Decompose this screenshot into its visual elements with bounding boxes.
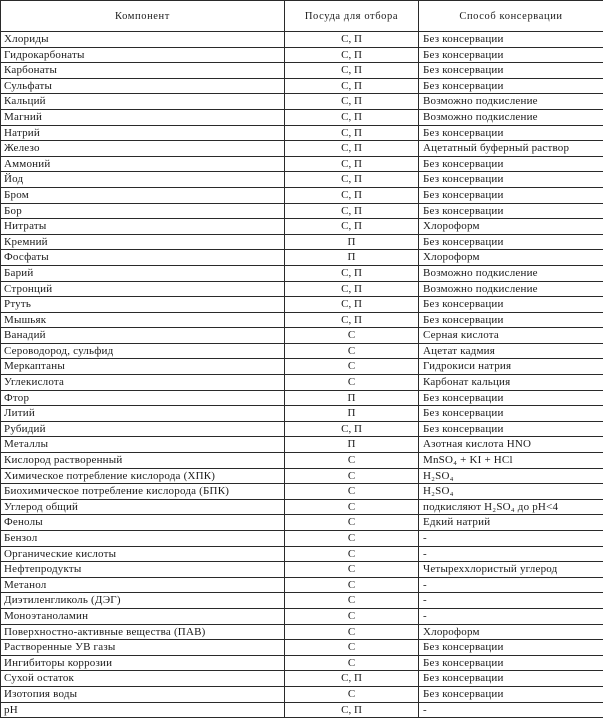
- vessel-cell: С, П: [285, 94, 419, 110]
- method-cell: Без консервации: [419, 406, 603, 422]
- header-conservation: Способ консервации: [419, 1, 603, 32]
- header-selection: Посуда для отбора: [285, 1, 419, 32]
- method-cell: Без консервации: [419, 390, 603, 406]
- component-cell: Растворенные УВ газы: [1, 640, 285, 656]
- table-header: [1, 1, 603, 32]
- vessel-cell: С: [285, 608, 419, 624]
- method-cell: Хлороформ: [419, 624, 603, 640]
- component-cell: Карбонаты: [1, 63, 285, 79]
- vessel-cell: С: [285, 328, 419, 344]
- table-row: [1, 686, 603, 702]
- table-row: [1, 250, 603, 266]
- table-row: [1, 203, 603, 219]
- component-cell: Углекислота: [1, 375, 285, 391]
- vessel-cell: С, П: [285, 671, 419, 687]
- table-row: [1, 562, 603, 578]
- method-cell: Без консервации: [419, 234, 603, 250]
- component-cell: Углерод общий: [1, 499, 285, 515]
- table-row: [1, 234, 603, 250]
- component-cell: Ртуть: [1, 297, 285, 313]
- table-row: [1, 702, 603, 718]
- method-cell: Возможно подкисление: [419, 109, 603, 125]
- component-cell: Фосфаты: [1, 250, 285, 266]
- vessel-cell: С: [285, 375, 419, 391]
- vessel-cell: С: [285, 484, 419, 500]
- table-row: [1, 593, 603, 609]
- component-cell: Рубидий: [1, 421, 285, 437]
- vessel-cell: С: [285, 546, 419, 562]
- method-cell: Без консервации: [419, 187, 603, 203]
- component-cell: Диэтиленгликоль (ДЭГ): [1, 593, 285, 609]
- table-row: [1, 546, 603, 562]
- component-cell: Кремний: [1, 234, 285, 250]
- component-cell: Магний: [1, 109, 285, 125]
- vessel-cell: С, П: [285, 78, 419, 94]
- vessel-cell: С, П: [285, 63, 419, 79]
- method-cell: Без консервации: [419, 203, 603, 219]
- method-cell: Без консервации: [419, 63, 603, 79]
- vessel-cell: С, П: [285, 219, 419, 235]
- vessel-cell: С: [285, 359, 419, 375]
- method-cell: -: [419, 608, 603, 624]
- component-cell: Хлориды: [1, 32, 285, 48]
- method-cell: Четыреххлористый углерод: [419, 562, 603, 578]
- vessel-cell: С: [285, 499, 419, 515]
- method-cell: Без консервации: [419, 640, 603, 656]
- component-cell: Кальций: [1, 94, 285, 110]
- method-cell: H₂SO₄: [419, 484, 603, 500]
- table-row: [1, 141, 603, 157]
- table-row: [1, 312, 603, 328]
- table-row: [1, 94, 603, 110]
- method-cell: Без консервации: [419, 686, 603, 702]
- method-cell: Серная кислота: [419, 328, 603, 344]
- vessel-cell: С: [285, 686, 419, 702]
- method-cell: -: [419, 702, 603, 718]
- vessel-cell: С: [285, 577, 419, 593]
- table-row: [1, 421, 603, 437]
- vessel-cell: С, П: [285, 125, 419, 141]
- method-cell: Без консервации: [419, 32, 603, 48]
- vessel-cell: С, П: [285, 702, 419, 718]
- component-cell: Биохимическое потребление кислорода (БПК): [1, 484, 285, 500]
- method-cell: Карбонат кальция: [419, 375, 603, 391]
- table-row: [1, 281, 603, 297]
- table-row: [1, 531, 603, 547]
- component-cell: Поверхностно-активные вещества (ПАВ): [1, 624, 285, 640]
- component-cell: Бор: [1, 203, 285, 219]
- vessel-cell: С, П: [285, 156, 419, 172]
- table-row: [1, 655, 603, 671]
- component-cell: Фтор: [1, 390, 285, 406]
- component-cell: Сульфаты: [1, 78, 285, 94]
- vessel-cell: С, П: [285, 421, 419, 437]
- component-cell: Стронций: [1, 281, 285, 297]
- table-row: [1, 577, 603, 593]
- component-cell: Моноэтаноламин: [1, 608, 285, 624]
- table-row: [1, 172, 603, 188]
- vessel-cell: С, П: [285, 281, 419, 297]
- method-cell: Возможно подкисление: [419, 281, 603, 297]
- vessel-cell: С: [285, 453, 419, 469]
- table-row: [1, 406, 603, 422]
- table-row: [1, 390, 603, 406]
- component-cell: Барий: [1, 265, 285, 281]
- method-cell: -: [419, 531, 603, 547]
- component-cell: Натрий: [1, 125, 285, 141]
- method-cell: Без консервации: [419, 312, 603, 328]
- table-row: [1, 453, 603, 469]
- method-cell: Возможно подкисление: [419, 94, 603, 110]
- component-cell: Аммоний: [1, 156, 285, 172]
- component-cell: Меркаптаны: [1, 359, 285, 375]
- table-row: [1, 328, 603, 344]
- table-row: [1, 343, 603, 359]
- component-cell: Нитраты: [1, 219, 285, 235]
- vessel-cell: С: [285, 640, 419, 656]
- method-cell: Без консервации: [419, 125, 603, 141]
- method-cell: подкисляют H₂SO₄ до pH<4: [419, 499, 603, 515]
- method-cell: MnSO₄ + KI + HCl: [419, 453, 603, 469]
- header-row: [1, 1, 603, 32]
- vessel-cell: С, П: [285, 203, 419, 219]
- component-cell: Химическое потребление кислорода (ХПК): [1, 468, 285, 484]
- component-cell: Бром: [1, 187, 285, 203]
- vessel-cell: С: [285, 531, 419, 547]
- method-cell: Хлороформ: [419, 219, 603, 235]
- component-cell: Ингибиторы коррозии: [1, 655, 285, 671]
- method-cell: Едкий натрий: [419, 515, 603, 531]
- table-row: [1, 265, 603, 281]
- method-cell: Ацетат кадмия: [419, 343, 603, 359]
- component-cell: Фенолы: [1, 515, 285, 531]
- table-body: [1, 32, 603, 718]
- table-row: [1, 515, 603, 531]
- component-cell: Органические кислоты: [1, 546, 285, 562]
- vessel-cell: С: [285, 562, 419, 578]
- vessel-cell: П: [285, 390, 419, 406]
- method-cell: Без консервации: [419, 78, 603, 94]
- vessel-cell: С, П: [285, 141, 419, 157]
- component-cell: Металлы: [1, 437, 285, 453]
- method-cell: -: [419, 546, 603, 562]
- table-row: [1, 32, 603, 48]
- vessel-cell: С, П: [285, 172, 419, 188]
- table-row: [1, 608, 603, 624]
- vessel-cell: С: [285, 515, 419, 531]
- table-row: [1, 219, 603, 235]
- vessel-cell: С, П: [285, 32, 419, 48]
- vessel-cell: С: [285, 343, 419, 359]
- table-row: [1, 624, 603, 640]
- component-cell: Ванадий: [1, 328, 285, 344]
- method-cell: Без консервации: [419, 671, 603, 687]
- table-row: [1, 78, 603, 94]
- table-row: [1, 187, 603, 203]
- component-cell: Сухой остаток: [1, 671, 285, 687]
- vessel-cell: П: [285, 406, 419, 422]
- component-cell: Йод: [1, 172, 285, 188]
- method-cell: Хлороформ: [419, 250, 603, 266]
- table-row: [1, 359, 603, 375]
- vessel-cell: П: [285, 234, 419, 250]
- component-cell: Гидрокарбонаты: [1, 47, 285, 63]
- table-row: [1, 468, 603, 484]
- vessel-cell: С, П: [285, 109, 419, 125]
- method-cell: Без консервации: [419, 172, 603, 188]
- vessel-cell: С, П: [285, 265, 419, 281]
- component-cell: Кислород растворенный: [1, 453, 285, 469]
- method-cell: Ацетатный буферный раствор: [419, 141, 603, 157]
- vessel-cell: С, П: [285, 297, 419, 313]
- method-cell: Азотная кислота HNO: [419, 437, 603, 453]
- method-cell: Без консервации: [419, 297, 603, 313]
- table-row: [1, 109, 603, 125]
- component-cell: Железо: [1, 141, 285, 157]
- table-row: [1, 484, 603, 500]
- table-row: [1, 640, 603, 656]
- vessel-cell: С, П: [285, 312, 419, 328]
- method-cell: Без консервации: [419, 655, 603, 671]
- method-cell: -: [419, 593, 603, 609]
- component-cell: Мышьяк: [1, 312, 285, 328]
- vessel-cell: С: [285, 593, 419, 609]
- component-cell: Изотопия воды: [1, 686, 285, 702]
- table-row: [1, 671, 603, 687]
- component-cell: Метанол: [1, 577, 285, 593]
- component-cell: pH: [1, 702, 285, 718]
- table-row: [1, 437, 603, 453]
- component-cell: Бензол: [1, 531, 285, 547]
- vessel-cell: С: [285, 468, 419, 484]
- method-cell: Без консервации: [419, 47, 603, 63]
- method-cell: H₂SO₄: [419, 468, 603, 484]
- method-cell: Без консервации: [419, 421, 603, 437]
- vessel-cell: П: [285, 437, 419, 453]
- method-cell: Возможно подкисление: [419, 265, 603, 281]
- method-cell: -: [419, 577, 603, 593]
- vessel-cell: С: [285, 655, 419, 671]
- table-row: [1, 125, 603, 141]
- method-cell: Без консервации: [419, 156, 603, 172]
- component-cell: Литий: [1, 406, 285, 422]
- header-component: Компонент: [1, 1, 285, 32]
- table-row: [1, 375, 603, 391]
- component-cell: Нефтепродукты: [1, 562, 285, 578]
- table-row: [1, 297, 603, 313]
- vessel-cell: С: [285, 624, 419, 640]
- vessel-cell: П: [285, 250, 419, 266]
- method-cell: Гидрокиси натрия: [419, 359, 603, 375]
- component-cell: Сероводород, сульфид: [1, 343, 285, 359]
- table-row: [1, 156, 603, 172]
- vessel-cell: С, П: [285, 47, 419, 63]
- vessel-cell: С, П: [285, 187, 419, 203]
- table-row: [1, 47, 603, 63]
- table-row: [1, 63, 603, 79]
- table-row: [1, 499, 603, 515]
